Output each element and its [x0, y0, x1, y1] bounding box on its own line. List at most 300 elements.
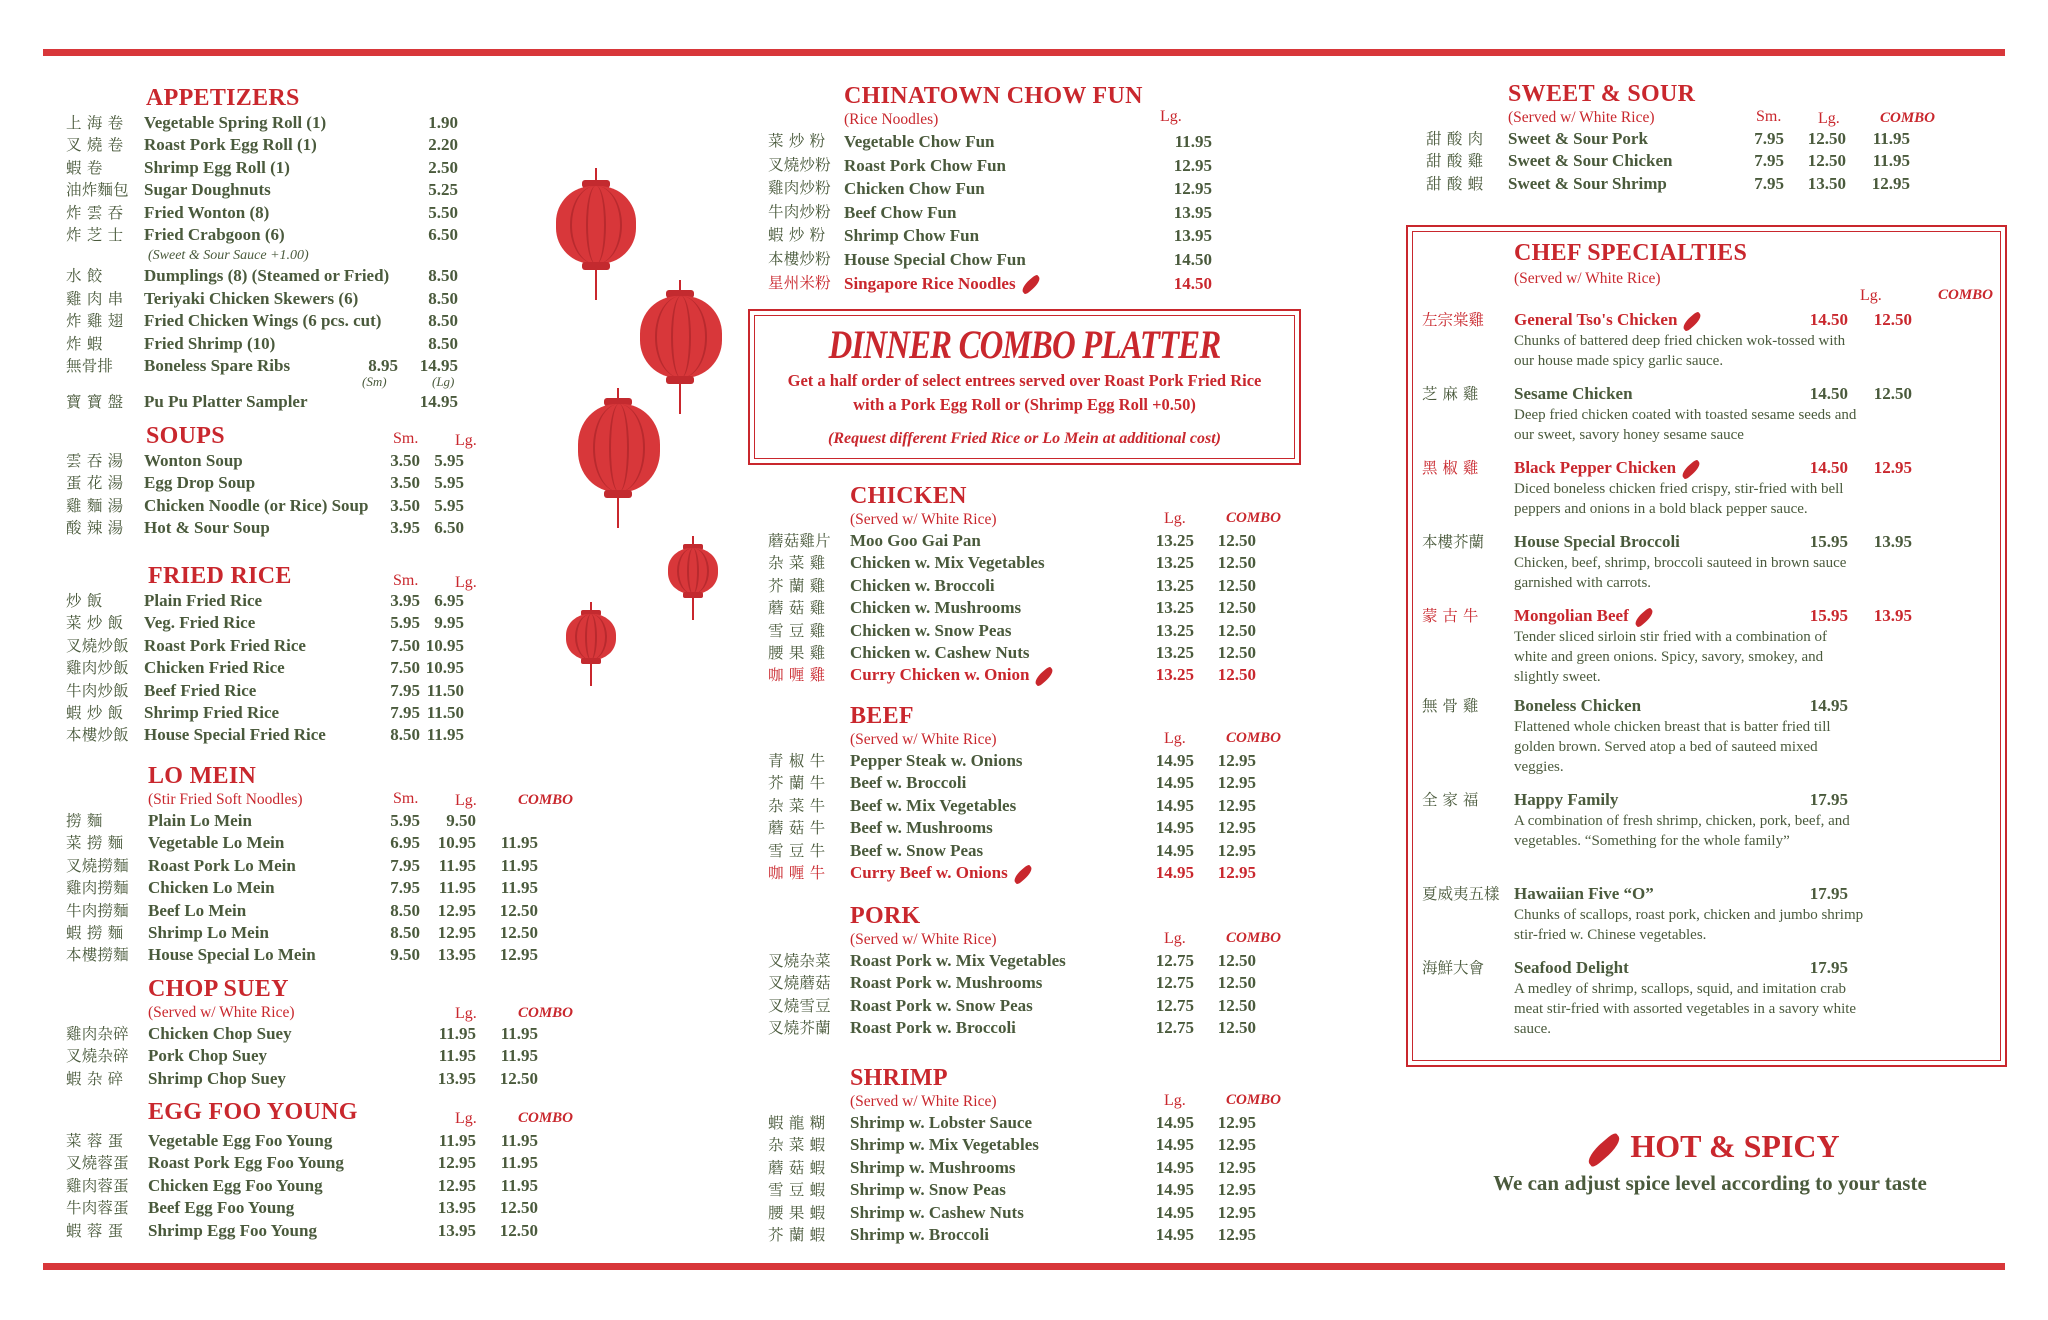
price-sm: 8.50 — [390, 900, 420, 920]
appetizers-title: APPETIZERS — [146, 85, 300, 111]
price-lg: 14.95 — [1155, 795, 1194, 815]
item-name: Beef Fried Rice — [144, 680, 257, 700]
chow-fun-list — [768, 130, 1308, 295]
price-lg: 13.95 — [1173, 202, 1212, 222]
hot-spicy-title: HOT & SPICY — [1630, 1128, 1840, 1164]
menu-item — [768, 950, 1308, 972]
price-lg: 13.25 — [1155, 665, 1194, 685]
price-sm: 9.50 — [390, 945, 420, 965]
price-lg: 9.95 — [434, 613, 464, 633]
appetizers-list — [66, 112, 586, 414]
item-name: Roast Pork w. Snow Peas — [850, 995, 1033, 1015]
menu-item — [768, 130, 1308, 154]
price-combo: 11.95 — [500, 833, 538, 853]
chinese-name: 甜 酸 雞 — [1426, 152, 1484, 171]
combo-title: DINNER COMBO PLATTER — [828, 322, 1221, 367]
item-name: Beef Egg Foo Young — [148, 1198, 295, 1218]
menu-item — [66, 179, 586, 201]
soups-title: SOUPS — [146, 423, 225, 449]
price-sm: 3.50 — [390, 451, 420, 470]
price-lg: 14.50 — [1809, 310, 1848, 329]
chinese-name: 蝦 龍 糊 — [768, 1114, 826, 1132]
price-combo: 12.50 — [1217, 620, 1256, 640]
price-lg: 14.95 — [1155, 1113, 1194, 1132]
price-lg: 14.95 — [1155, 818, 1194, 838]
item-name: Shrimp Egg Foo Young — [148, 1220, 317, 1240]
beef-list — [768, 750, 1308, 884]
price-lg: 14.95 — [1155, 1180, 1194, 1200]
price-combo: 11.95 — [500, 878, 538, 898]
chinese-name: 杂 菜 雞 — [768, 554, 826, 573]
price-combo: 12.50 — [1873, 310, 1912, 329]
soups-sm-header: Sm. — [393, 430, 419, 447]
menu-item — [66, 1068, 626, 1090]
item-name: Beef Lo Mein — [148, 900, 247, 920]
price-combo: 11.95 — [1872, 129, 1910, 148]
item-name: Shrimp w. Cashew Nuts — [850, 1202, 1024, 1222]
item-name: Sweet & Sour Pork — [1508, 129, 1648, 148]
price-combo: 12.95 — [1217, 751, 1256, 770]
price-sm: 7.95 — [1754, 151, 1784, 171]
chinese-name: 蝦 炒 飯 — [66, 703, 124, 722]
menu-item — [768, 620, 1308, 642]
price-lg: 12.95 — [437, 1175, 476, 1195]
price-lg: 11.95 — [426, 725, 464, 745]
chinese-name: 腰 果 雞 — [768, 643, 826, 662]
chinese-name: 星州米粉 — [768, 273, 831, 292]
price-combo: 12.50 — [1217, 995, 1256, 1015]
item-name: Chicken Noodle (or Rice) Soup — [144, 495, 369, 515]
shrimp-subtitle: (Served w/ White Rice) — [850, 1093, 997, 1110]
menu-item — [768, 1179, 1308, 1201]
item-name: Curry Chicken w. Onion — [850, 664, 1055, 686]
item-name: Pepper Steak w. Onions — [850, 751, 1023, 770]
menu-item — [768, 664, 1308, 686]
price-combo: 12.95 — [1217, 1202, 1256, 1222]
chinese-name: 全 家 福 — [1422, 791, 1479, 809]
menu-item — [66, 517, 586, 539]
lo-mein-list — [66, 810, 626, 967]
chinese-name: 酸 辣 湯 — [66, 519, 124, 538]
price-price: 8.50 — [428, 311, 458, 331]
sweet-sour-combo-header: COMBO — [1880, 110, 1936, 126]
price-lg: 11.50 — [426, 680, 464, 700]
chow-fun-lg-header: Lg. — [1160, 108, 1182, 125]
price-combo: 12.95 — [1217, 862, 1256, 882]
menu-item — [768, 224, 1308, 248]
shrimp-section — [768, 1064, 1308, 1246]
price-sm: 3.50 — [390, 495, 420, 515]
chinese-name: 蘑 菇 蝦 — [768, 1158, 826, 1177]
price-lg: 14.50 — [1809, 384, 1848, 403]
price-lg: 17.95 — [1809, 884, 1848, 903]
sweet-sour-title: SWEET & SOUR — [1508, 81, 1696, 107]
price-lg: 14.95 — [1155, 751, 1194, 770]
menu-item — [66, 288, 586, 310]
price-combo: 11.95 — [1872, 151, 1910, 171]
menu-item — [66, 1045, 626, 1067]
menu-item — [768, 575, 1308, 597]
price-lg: 11.95 — [438, 1024, 476, 1043]
price-lg: 14.95 — [1155, 1202, 1194, 1222]
price-price: 8.50 — [428, 288, 458, 308]
chinese-name: 咖 喱 雞 — [768, 666, 826, 685]
pork-combo-header: COMBO — [1226, 930, 1282, 946]
item-name: Shrimp Fried Rice — [144, 702, 280, 722]
item-name: Shrimp w. Broccoli — [850, 1224, 989, 1244]
item-name: Roast Pork Egg Foo Young — [148, 1153, 344, 1173]
price-combo: 12.95 — [1217, 1157, 1256, 1177]
price-lg: 13.25 — [1155, 575, 1194, 595]
item-name: Fried Chicken Wings (6 pcs. cut) — [144, 311, 382, 331]
chinese-name: 本樓撈麵 — [66, 946, 129, 965]
chinese-name: 雲 吞 湯 — [66, 452, 124, 470]
menu-item — [66, 1130, 626, 1152]
chinese-name: 叉燒杂碎 — [66, 1047, 129, 1066]
item-name: Beef w. Mix Vegetables — [850, 795, 1017, 815]
chinese-name: 牛肉撈麵 — [66, 901, 129, 920]
menu-item — [66, 1197, 626, 1219]
chinese-name: 雞 肉 串 — [66, 289, 124, 308]
chinese-name: 炸 雞 翅 — [66, 312, 124, 331]
chef-specialties-box — [1406, 225, 2007, 1067]
chinese-name: 叉燒蓉蛋 — [66, 1154, 129, 1173]
menu-item — [768, 1112, 1308, 1134]
chow-fun-section — [768, 82, 1308, 295]
menu-item — [768, 530, 1308, 552]
price-sm: 7.50 — [390, 658, 420, 678]
item-name: Shrimp Egg Roll (1) — [144, 157, 290, 177]
item-name: Curry Beef w. Onions — [850, 862, 1034, 884]
item-name: Shrimp Chow Fun — [844, 226, 980, 246]
chinese-name: 雞 麵 湯 — [66, 496, 124, 515]
chinese-name: 叉燒蘑菇 — [768, 974, 831, 993]
chinese-name: 甜 酸 蝦 — [1426, 174, 1484, 193]
price-combo: 12.50 — [1217, 642, 1256, 662]
item-name: House Special Chow Fun — [844, 249, 1026, 269]
sm-label: (Sm) — [362, 374, 387, 390]
price-combo: 12.50 — [1217, 1018, 1256, 1038]
chinese-name: 左宗棠雞 — [1422, 311, 1485, 329]
egg-foo-young-section — [66, 1098, 626, 1242]
chili-icon — [1033, 666, 1056, 687]
menu-item — [768, 272, 1308, 296]
menu-item — [768, 1017, 1308, 1039]
chinese-name: 本樓芥蘭 — [1422, 533, 1485, 551]
egg-foo-young-list — [66, 1130, 626, 1242]
item-name: Vegetable Lo Mein — [148, 833, 285, 853]
lo-mein-title: LO MEIN — [148, 763, 257, 789]
price-lg: 13.95 — [437, 945, 476, 965]
price-price: 1.90 — [428, 113, 458, 132]
item-name: Roast Pork w. Broccoli — [850, 1018, 1016, 1038]
menu-item — [66, 1023, 626, 1045]
price-lg: 15.95 — [1809, 606, 1848, 625]
price-price: 5.25 — [428, 180, 458, 200]
item-name: Shrimp w. Mushrooms — [850, 1157, 1016, 1177]
price-lg: 12.75 — [1155, 973, 1194, 993]
item-name: Seafood Delight — [1514, 958, 1629, 977]
beef-lg-header: Lg. — [1164, 730, 1186, 747]
chili-icon — [1019, 274, 1042, 295]
chicken-section — [768, 482, 1308, 687]
chinese-name: 蝦 蓉 蛋 — [66, 1221, 124, 1240]
chinese-name: 菜 炒 飯 — [66, 614, 124, 633]
price-sm: 7.50 — [390, 635, 420, 655]
efy-lg-header: Lg. — [455, 1110, 477, 1127]
item-name: Boneless Spare Ribs — [144, 355, 291, 375]
chinese-name: 炸 蝦 — [66, 334, 103, 353]
chinese-name: 叉燒炒飯 — [66, 636, 129, 655]
price-lg: 14.95 — [1155, 1157, 1194, 1177]
price-price: 5.50 — [428, 202, 458, 222]
menu-item — [66, 590, 586, 612]
chinese-name: 蘑菇雞片 — [768, 532, 831, 550]
item-description: Tender sliced sirloin stir fried with a combination of white and green onions. Spicy, savory, smokey, and slightly sweet. — [1514, 629, 1828, 685]
item-name: Roast Pork w. Mix Vegetables — [850, 951, 1066, 970]
chinese-name: 雪 豆 蝦 — [768, 1181, 826, 1200]
menu-item — [66, 877, 626, 899]
chinese-name: 水 餃 — [66, 267, 103, 286]
chinese-name: 腰 果 蝦 — [768, 1203, 826, 1222]
chinese-name: 杂 菜 蝦 — [768, 1136, 826, 1155]
item-name: Boneless Chicken — [1514, 696, 1642, 715]
price-sm: 3.50 — [390, 473, 420, 493]
chinese-name: 炒 飯 — [66, 592, 103, 610]
price-combo: 12.50 — [499, 900, 538, 920]
chinese-name: 上 海 卷 — [66, 114, 124, 132]
menu-item — [66, 310, 586, 332]
menu-item — [66, 1220, 626, 1242]
price-price: 6.50 — [428, 224, 458, 244]
chinese-name: 無骨排 — [66, 356, 114, 375]
item-name: Roast Pork Egg Roll (1) — [144, 135, 317, 155]
combo-desc-2: with a Pork Egg Roll or (Shrimp Egg Roll +0.50) — [853, 395, 1196, 414]
pork-title: PORK — [850, 903, 921, 929]
menu-item — [768, 995, 1308, 1017]
lo-mein-sm-header: Sm. — [393, 790, 419, 807]
price-combo: 12.50 — [1873, 384, 1912, 403]
menu-item — [66, 680, 586, 702]
menu-item — [768, 1134, 1308, 1156]
chinese-name: 雞肉炒粉 — [768, 179, 831, 198]
menu-item — [768, 1157, 1308, 1179]
item-description: Flattened whole chicken breast that is batter fried till golden brown. Served atop a bed of sauteed mixed veggies. — [1514, 719, 1831, 775]
chinese-name: 芥 蘭 牛 — [768, 774, 826, 793]
price-combo: 12.95 — [1217, 1113, 1256, 1132]
chinese-name: 芥 蘭 蝦 — [768, 1225, 826, 1244]
lo-mein-subtitle: (Stir Fried Soft Noodles) — [148, 791, 303, 808]
item-name: General Tso's Chicken — [1514, 309, 1703, 331]
item-name: Chicken w. Cashew Nuts — [850, 642, 1030, 662]
chinese-name: 油炸麵包 — [66, 181, 129, 200]
item-name: Egg Drop Soup — [144, 473, 256, 493]
efy-combo-header: COMBO — [518, 1110, 574, 1126]
shrimp-combo-header: COMBO — [1226, 1092, 1282, 1108]
menu-item — [66, 922, 626, 944]
price-lg: 14.95 — [1155, 1224, 1194, 1244]
price-lg: 12.95 — [1173, 179, 1212, 199]
item-name: Roast Pork Lo Mein — [148, 855, 296, 875]
combo-desc-1: Get a half order of select entrees served over Roast Pork Fried Rice — [787, 371, 1262, 390]
beef-subtitle: (Served w/ White Rice) — [850, 731, 997, 748]
combo-inner-border — [754, 315, 1295, 459]
chinese-name: 雪 豆 牛 — [768, 841, 826, 860]
menu-item — [66, 944, 626, 966]
chinese-name: 黑 椒 雞 — [1422, 459, 1479, 477]
menu-item — [66, 612, 586, 634]
price-lg: 11.95 — [438, 1131, 476, 1150]
chinese-name: 雞肉撈麵 — [66, 879, 129, 898]
item-name: Vegetable Egg Foo Young — [148, 1131, 333, 1150]
item-name: Chicken w. Broccoli — [850, 575, 995, 595]
item-description: Deep fried chicken coated with toasted sesame seeds and our sweet, savory honey sesame sauce — [1514, 407, 1857, 443]
price-combo: 12.50 — [1217, 665, 1256, 685]
item-name: Shrimp w. Snow Peas — [850, 1180, 1006, 1200]
menu-item — [768, 597, 1308, 619]
price-combo: 12.50 — [1217, 575, 1256, 595]
price-lg: 13.95 — [437, 1198, 476, 1218]
item-name: Hawaiian Five “O” — [1514, 884, 1654, 903]
price-lg: 13.25 — [1155, 553, 1194, 573]
item-description: Chunks of battered deep fried chicken wok-tossed with our house made spicy garlic sauce. — [1514, 333, 1846, 369]
chinese-name: 叉燒炒粉 — [768, 155, 831, 174]
chinese-name: 炸 雲 吞 — [66, 203, 124, 222]
menu-item — [66, 635, 586, 657]
dinner-combo-platter-box — [748, 309, 1301, 465]
price-combo: 12.50 — [1217, 951, 1256, 970]
price-lg: 11.95 — [438, 878, 476, 898]
price-lg: 13.95 — [437, 1220, 476, 1240]
price-sm: 7.95 — [390, 680, 420, 700]
beef-section — [768, 702, 1308, 884]
appetizers-section — [66, 84, 586, 414]
menu-item — [66, 134, 586, 156]
price-combo: 11.95 — [500, 855, 538, 875]
item-name: Roast Pork Chow Fun — [844, 155, 1006, 175]
price-sm: 6.95 — [390, 833, 420, 853]
sauce-note: (Sweet & Sour Sauce +1.00) — [148, 248, 309, 264]
price-combo: 12.95 — [1873, 458, 1912, 477]
top-rule — [43, 49, 2005, 56]
item-name: Vegetable Chow Fun — [844, 132, 995, 151]
price-combo: 11.95 — [500, 1175, 538, 1195]
item-name: Chicken Egg Foo Young — [148, 1175, 323, 1195]
item-name: Sugar Doughnuts — [144, 180, 271, 200]
menu-item — [768, 1224, 1308, 1246]
menu-item — [768, 1202, 1308, 1224]
price-combo: 11.95 — [500, 1024, 538, 1043]
chinese-name: 叉燒雪豆 — [768, 996, 831, 1015]
chef-title: CHEF SPECIALTIES — [1514, 240, 1748, 266]
chinese-name: 菜 蓉 蛋 — [66, 1132, 124, 1150]
price-combo: 12.50 — [1217, 598, 1256, 618]
menu-item — [1426, 128, 1986, 150]
price-sm: 8.95 — [368, 355, 398, 375]
chinese-name: 蝦 杂 碎 — [66, 1069, 124, 1088]
price-combo: 11.95 — [500, 1046, 538, 1066]
price-lg: 13.25 — [1155, 620, 1194, 640]
sweet-sour-lg-header: Lg. — [1818, 110, 1840, 127]
chef-combo-header: COMBO — [1938, 287, 1994, 303]
item-name: Pu Pu Platter Sampler — [144, 392, 308, 412]
price-lg: 14.50 — [1809, 458, 1848, 477]
price-lg: 12.50 — [1807, 129, 1846, 148]
chinese-name: 牛肉炒粉 — [768, 202, 831, 221]
price-lg: 11.95 — [438, 855, 476, 875]
chinese-name: 蘑 菇 牛 — [768, 819, 826, 838]
chop-suey-title: CHOP SUEY — [148, 976, 289, 1002]
item-name: Teriyaki Chicken Skewers (6) — [144, 288, 359, 308]
menu-item — [1426, 173, 1986, 195]
shrimp-title: SHRIMP — [850, 1065, 948, 1091]
price-lg: 12.95 — [437, 1153, 476, 1173]
shrimp-lg-header: Lg. — [1164, 1092, 1186, 1109]
hot-spicy-note: We can adjust spice level according to your taste — [1493, 1171, 1927, 1195]
price-sm: 8.50 — [390, 725, 420, 745]
sweet-sour-subtitle: (Served w/ White Rice) — [1508, 109, 1655, 126]
menu-item — [66, 657, 586, 679]
bottom-rule — [43, 1263, 2005, 1270]
price-combo: 12.95 — [1217, 1180, 1256, 1200]
chinese-name: 夏威夷五樣 — [1422, 885, 1500, 903]
price-combo: 13.95 — [1873, 532, 1912, 551]
price-price: 8.50 — [428, 333, 458, 353]
item-name: Veg. Fried Rice — [144, 613, 256, 633]
item-name: Vegetable Spring Roll (1) — [144, 113, 327, 132]
item-name: Chicken w. Mushrooms — [850, 598, 1022, 618]
item-description: A medley of shrimp, scallops, squid, and imitation crab meat stir-fried with assorted vegetables in a savory white sauce. — [1514, 981, 1857, 1037]
item-name: Fried Wonton (8) — [144, 202, 270, 222]
price-combo: 12.95 — [1217, 795, 1256, 815]
item-description: A combination of fresh shrimp, chicken, pork, beef, and vegetables. “Something for the whole family” — [1514, 813, 1850, 849]
price-lg: 12.75 — [1155, 951, 1194, 970]
chinese-name: 牛肉炒飯 — [66, 681, 129, 700]
soups-section — [66, 422, 586, 540]
price-combo: 12.95 — [1217, 840, 1256, 860]
item-description: Chicken, beef, shrimp, broccoli sauteed in brown sauce garnished with carrots. — [1514, 555, 1847, 591]
price-lg: 14.95 — [1809, 696, 1848, 715]
fried-rice-list — [66, 590, 586, 747]
item-name: Chicken w. Mix Vegetables — [850, 553, 1045, 573]
lg-label: (Lg) — [432, 374, 455, 390]
pork-list — [768, 950, 1308, 1040]
price-combo: 12.95 — [1217, 1135, 1256, 1155]
price-combo: 12.50 — [1217, 973, 1256, 993]
menu-item — [768, 201, 1308, 225]
item-name: Roast Pork Fried Rice — [144, 635, 306, 655]
price-sm: 7.95 — [1754, 129, 1784, 148]
chinese-name: 本樓炒粉 — [768, 249, 831, 268]
beef-combo-header: COMBO — [1226, 730, 1282, 746]
menu-item — [66, 1152, 626, 1174]
menu-item — [66, 355, 586, 377]
chili-icon — [1680, 459, 1703, 480]
menu-item — [768, 772, 1308, 794]
price-lg: 12.95 — [437, 900, 476, 920]
price-lg: 6.95 — [434, 591, 464, 610]
menu-item — [768, 972, 1308, 994]
menu-item — [768, 248, 1308, 272]
item-name: House Special Broccoli — [1514, 532, 1680, 551]
chinese-name: 撈 麵 — [66, 812, 103, 830]
pork-subtitle: (Served w/ White Rice) — [850, 931, 997, 948]
price-combo: 12.95 — [1871, 173, 1910, 193]
item-name: Roast Pork w. Mushrooms — [850, 973, 1043, 993]
chicken-title: CHICKEN — [850, 483, 967, 509]
price-lg: 14.95 — [1155, 1135, 1194, 1155]
chicken-lg-header: Lg. — [1164, 510, 1186, 527]
